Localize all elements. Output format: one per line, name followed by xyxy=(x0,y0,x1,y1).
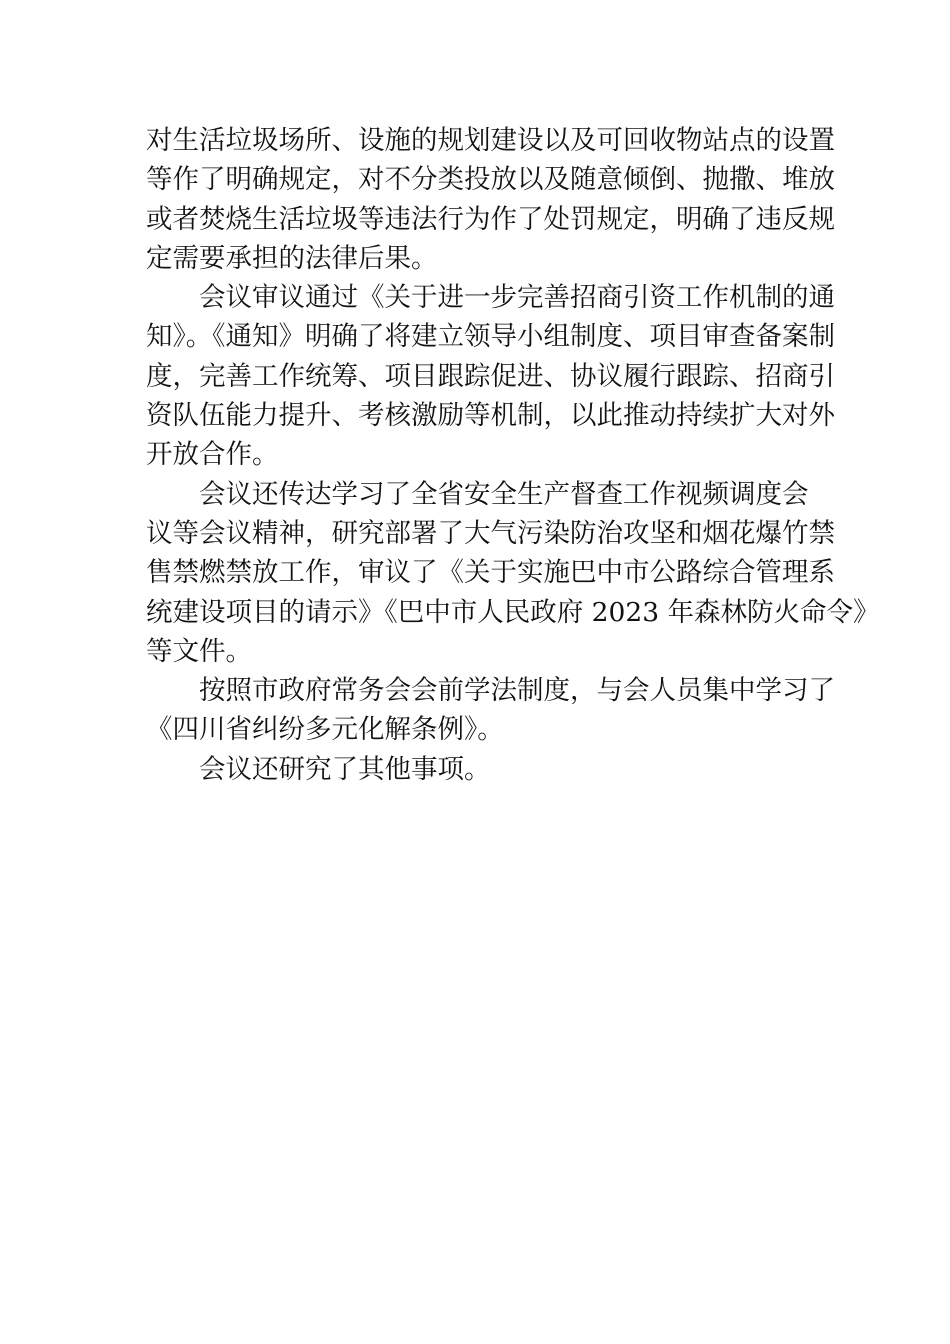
text-line: 等文件。 xyxy=(146,635,252,667)
text-line: 售禁燃禁放工作，审议了《关于实施巴中市公路综合管理系 xyxy=(146,557,835,589)
text-line: 度，完善工作统筹、项目跟踪促进、协议履行跟踪、招商引 xyxy=(146,360,835,392)
text-line: 知》。《通知》明确了将建立领导小组制度、项目审查备案制 xyxy=(146,321,835,353)
text-line: 或者焚烧生活垃圾等违法行为作了处罚规定，明确了违反规 xyxy=(146,203,835,235)
text-line: 等作了明确规定，对不分类投放以及随意倾倒、抛撒、堆放 xyxy=(146,164,835,196)
text-line: 定需要承担的法律后果。 xyxy=(146,242,438,274)
text-line: 开放合作。 xyxy=(146,439,279,471)
text-line: 会议还传达学习了全省安全生产督查工作视频调度会 xyxy=(199,478,809,510)
document-body xyxy=(146,121,880,789)
text-line: 按照市政府常务会会前学法制度，与会人员集中学习了 xyxy=(199,675,835,707)
text-line: 会议还研究了其他事项。 xyxy=(199,753,491,785)
text-line: 《四川省纠纷多元化解条例》。 xyxy=(146,714,504,746)
text-line: 会议审议通过《关于进一步完善招商引资工作机制的通 xyxy=(199,282,835,314)
text-line: 对生活垃圾场所、设施的规划建设以及可回收物站点的设置 xyxy=(146,125,835,156)
paragraph-regulations xyxy=(146,121,835,278)
text-line: 统建设项目的请示》《巴中市人民政府 2023 年森林防火命令》 xyxy=(146,596,880,628)
text-line: 议等会议精神，研究部署了大气污染防治攻坚和烟花爆竹禁 xyxy=(146,517,835,549)
paragraph-safety-meeting xyxy=(146,475,880,671)
text-line: 资队伍能力提升、考核激励等机制，以此推动持续扩大对外 xyxy=(146,400,835,432)
paragraph-other-matters xyxy=(146,750,806,789)
paragraph-investment-notice xyxy=(146,278,835,474)
paragraph-law-study xyxy=(146,671,835,750)
